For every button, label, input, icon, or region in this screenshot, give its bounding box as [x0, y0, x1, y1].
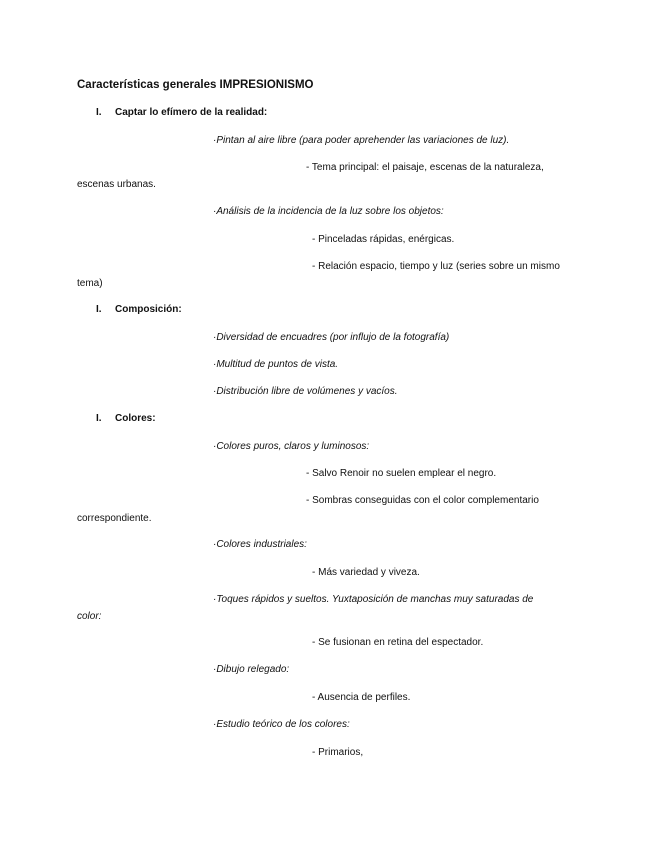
bullet-line: ·Diversidad de encuadres (por influjo de la fotografía): [213, 332, 450, 343]
bullet-line: ·Multitud de puntos de vista.: [213, 359, 339, 370]
sub-bullet-line: - Pinceladas rápidas, enérgicas.: [312, 234, 455, 245]
sub-bullet-line: - Salvo Renoir no suelen emplear el negro.: [306, 468, 497, 479]
bullet-line: ·Dibujo relegado:: [213, 664, 290, 675]
section-heading: Captar lo efímero de la realidad:: [115, 107, 268, 118]
bullet-line: ·Colores industriales:: [213, 539, 307, 550]
bullet-line: ·Distribución libre de volúmenes y vacíos.: [213, 386, 398, 397]
bullet-line: ·Toques rápidos y sueltos. Yuxtaposición de manchas muy saturadas de: [213, 594, 534, 605]
sub-bullet-line: - Ausencia de perfiles.: [312, 692, 411, 703]
section-heading: Composición:: [115, 304, 182, 315]
continuation-line: tema): [77, 278, 103, 289]
bullet-line: ·Pintan al aire libre (para poder aprehender las variaciones de luz).: [213, 135, 510, 146]
continuation-line: color:: [77, 611, 102, 622]
sub-bullet-line: - Primarios,: [312, 747, 364, 758]
document-title: Características generales IMPRESIONISMO: [77, 79, 314, 91]
section-numeral: I.: [96, 413, 102, 424]
sub-bullet-line: - Sombras conseguidas con el color complementario: [306, 495, 539, 506]
section-heading: Colores:: [115, 413, 156, 424]
sub-bullet-line: - Más variedad y viveza.: [312, 567, 420, 578]
bullet-line: ·Estudio teórico de los colores:: [213, 719, 350, 730]
bullet-line: ·Análisis de la incidencia de la luz sobre los objetos:: [213, 206, 444, 217]
section-numeral: I.: [96, 304, 102, 315]
sub-bullet-line: - Se fusionan en retina del espectador.: [312, 637, 484, 648]
sub-bullet-line: - Tema principal: el paisaje, escenas de la naturaleza,: [306, 162, 544, 173]
section-numeral: I.: [96, 107, 102, 118]
bullet-line: ·Colores puros, claros y luminosos:: [213, 441, 370, 452]
continuation-line: correspondiente.: [77, 513, 152, 524]
sub-bullet-line: - Relación espacio, tiempo y luz (series sobre un mismo: [312, 261, 560, 272]
continuation-line: escenas urbanas.: [77, 179, 156, 190]
